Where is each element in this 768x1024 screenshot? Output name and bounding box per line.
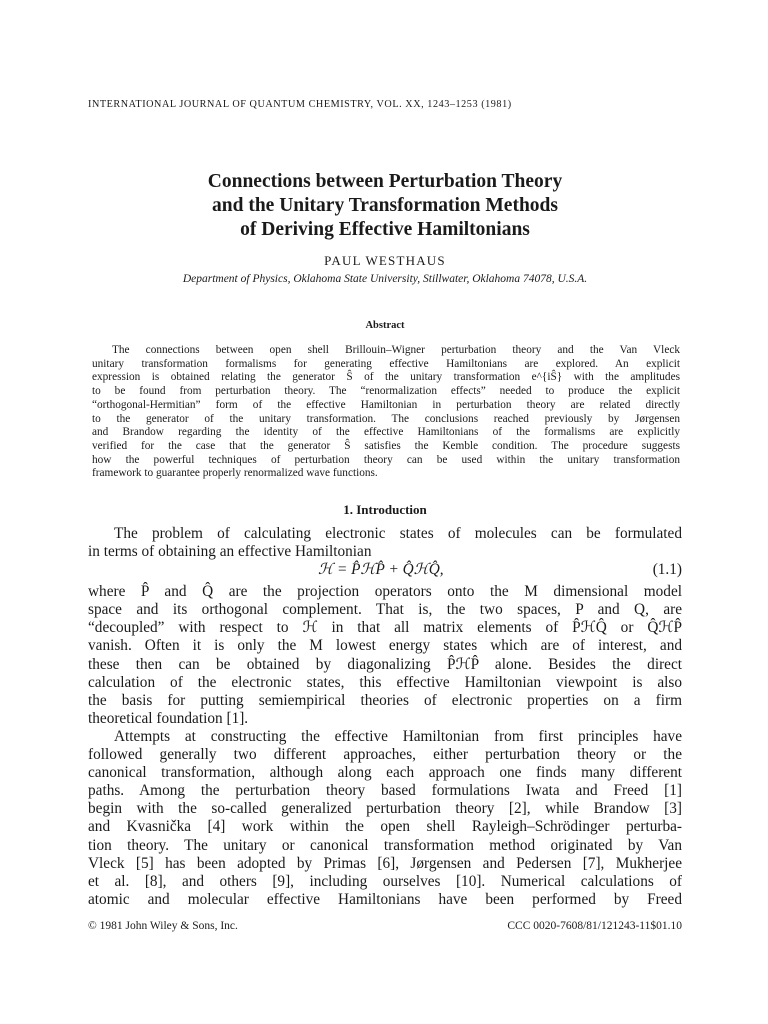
title-line: of Deriving Effective Hamiltonians bbox=[240, 219, 530, 240]
equation-expression: ℋ = P̂ℋP̂ + Q̂ℋQ̂, bbox=[318, 561, 444, 579]
abstract-heading: Abstract bbox=[365, 320, 405, 331]
section-heading-introduction: 1. Introduction bbox=[343, 502, 427, 517]
body-line: theoretical foundation [1]. bbox=[88, 709, 249, 727]
body-line: The problem of calculating electronic states of molecules can be formulated bbox=[114, 525, 682, 542]
author-affiliation: Department of Physics, Oklahoma State University, Stillwater, Oklahoma 74078, U.S.A. bbox=[182, 273, 588, 285]
body-line: Attempts at constructing the effective Hamiltonian from first principles have bbox=[114, 727, 682, 745]
title-line: Connections between Perturbation Theory bbox=[207, 171, 563, 192]
abstract-line: “orthogonal-Hermitian” form of the effective Hamiltonian in perturbation theory are related directly bbox=[92, 398, 680, 411]
abstract-line: framework to guarantee properly renormalized wave functions. bbox=[92, 467, 378, 480]
abstract-line: The connections between open shell Brillouin–Wigner perturbation theory and the Van Vleck bbox=[112, 344, 680, 356]
copyright-notice: © 1981 John Wiley & Sons, Inc. bbox=[88, 920, 238, 932]
body-line: atomic and molecular effective Hamiltonians have been performed by Freed bbox=[88, 890, 682, 908]
body-line: canonical transformation, although along each approach one finds many different bbox=[88, 764, 682, 782]
body-line: followed generally two different approaches, either perturbation theory or the bbox=[88, 746, 682, 764]
body-line: begin with the so-called generalized perturbation theory [2], while Brandow [3] bbox=[88, 800, 682, 818]
body-line: Vleck [5] has been adopted by Primas [6], Jørgensen and Pedersen [7], Mukherjee bbox=[88, 854, 682, 872]
abstract-line: unitary transformation formalisms for generating effective Hamiltonians are explored. An explicit bbox=[92, 357, 680, 370]
body-line: space and its orthogonal complement. That is, the two spaces, P and Q, are bbox=[88, 601, 682, 619]
author-name: PAUL WESTHAUS bbox=[324, 253, 446, 268]
body-line: vanish. Often it is only the M lowest energy states which are of interest, and bbox=[88, 637, 682, 655]
body-line: these then can be obtained by diagonalizing P̂ℋP̂ alone. Besides the direct bbox=[88, 655, 682, 673]
abstract-line: verified for the case that the generator Ŝ satisfies the Kemble condition. The procedure suggests bbox=[92, 439, 680, 452]
abstract-line: to be found from perturbation theory. The “renormalization effects” needed to produce the explicit bbox=[92, 385, 680, 398]
abstract-line: and Brandow regarding the identity of the effective Hamiltonians of the formalisms are explicitly bbox=[92, 426, 680, 439]
paper-title bbox=[88, 170, 682, 242]
abstract-line: how the powerful techniques of perturbation theory can be used within the unitary transformation bbox=[92, 453, 680, 466]
body-line: paths. Among the perturbation theory based formulations Iwata and Freed [1] bbox=[88, 782, 682, 800]
body-line: tion theory. The unitary or canonical transformation method originated by Van bbox=[88, 836, 682, 854]
title-line: and the Unitary Transformation Methods bbox=[212, 195, 558, 216]
body-line: calculation of the electronic states, this effective Hamiltonian viewpoint is also bbox=[88, 673, 682, 691]
body-line: in terms of obtaining an effective Hamiltonian bbox=[88, 543, 372, 561]
abstract-line: expression is obtained relating the generator Ŝ of the unitary transformation e^{iŜ} with the amplitudes bbox=[92, 371, 680, 384]
body-line: et al. [8], and others [9], including ourselves [10]. Numerical calculations of bbox=[88, 872, 682, 890]
abstract-line: to the generator of the unitary transformation. The conclusions reached previously by Jørgensen bbox=[92, 412, 680, 425]
ccc-code: CCC 0020-7608/81/121243-11$01.10 bbox=[507, 920, 682, 932]
equation-number: (1.1) bbox=[652, 561, 682, 579]
body-line: the basis for putting semiempirical theories of electronic properties on a firm bbox=[88, 691, 682, 709]
body-line: where P̂ and Q̂ are the projection operators onto the M dimensional model bbox=[88, 583, 682, 601]
body-line: and Kvasnička [4] work within the open shell Rayleigh–Schrödinger perturba- bbox=[88, 818, 682, 836]
equation-1-1 bbox=[88, 561, 682, 583]
abstract-text bbox=[92, 344, 680, 481]
journal-header: INTERNATIONAL JOURNAL OF QUANTUM CHEMISTRY, VOL. XX, 1243–1253 (1981) bbox=[88, 99, 512, 110]
body-text bbox=[88, 525, 682, 909]
body-line: “decoupled” with respect to ℋ in that all matrix elements of P̂ℋQ̂ or Q̂ℋP̂ bbox=[88, 619, 682, 637]
